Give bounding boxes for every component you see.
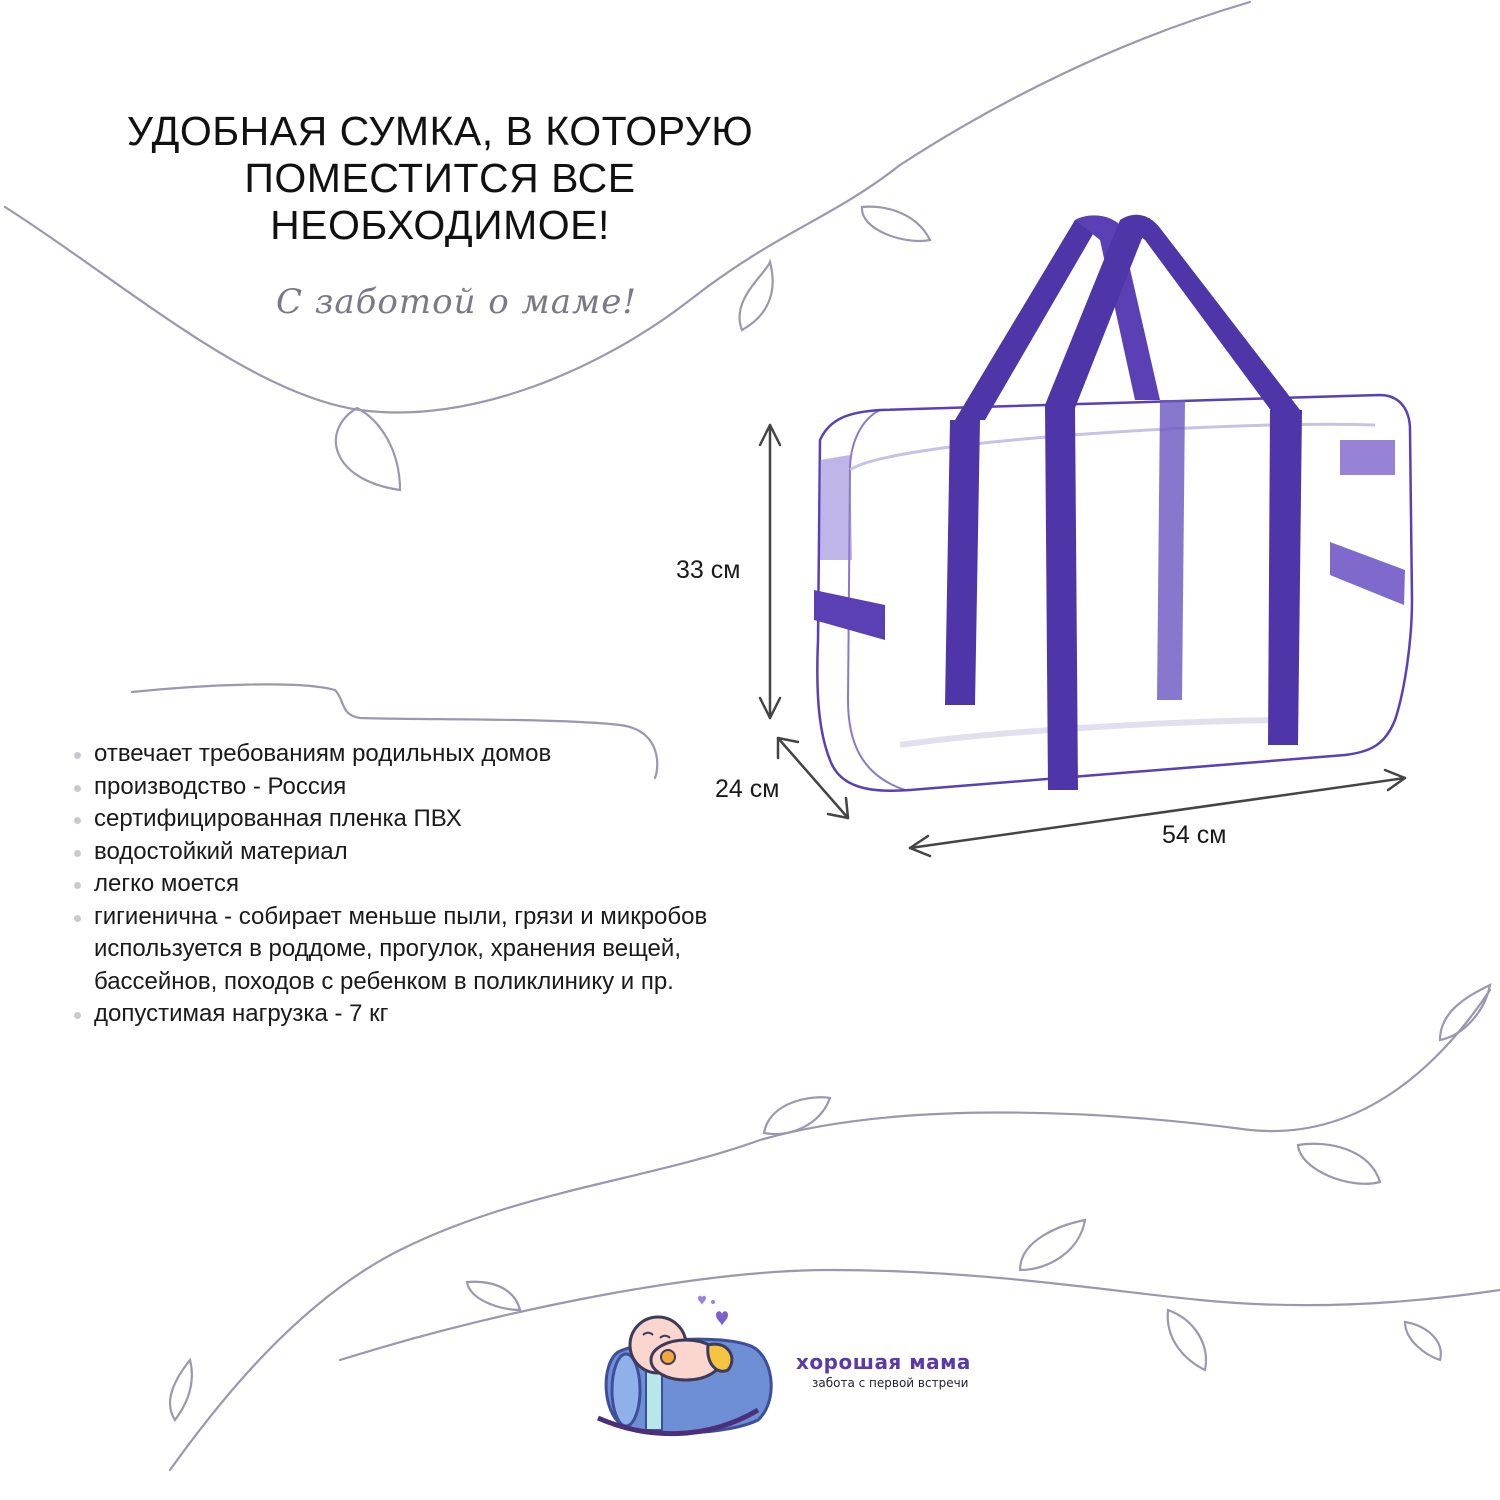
bullet-icon bbox=[74, 850, 81, 857]
bullet-icon bbox=[74, 817, 81, 824]
headline-line-1: УДОБНАЯ СУМКА, В КОТОРУЮ bbox=[126, 108, 754, 154]
bullet-icon bbox=[74, 785, 81, 792]
feature-item: легко моется bbox=[74, 868, 707, 901]
features-list bbox=[74, 738, 707, 1031]
feature-item: водостойкий материал bbox=[74, 836, 707, 869]
headline bbox=[90, 108, 790, 249]
depth-label: 24 см bbox=[715, 775, 780, 803]
width-label: 54 см bbox=[1162, 821, 1227, 849]
brand-tagline: забота с первой встречи bbox=[812, 1376, 969, 1390]
feature-item: допустимая нагрузка - 7 кг bbox=[74, 998, 707, 1031]
feature-item: гигиенична - собирает меньше пыли, грязи и микробов bbox=[74, 901, 707, 934]
bullet-icon bbox=[74, 752, 81, 759]
bullet-icon bbox=[74, 882, 81, 889]
brand-logo-icon bbox=[588, 1290, 788, 1450]
feature-item: бассейнов, походов с ребенком в поликлинику и пр. bbox=[94, 967, 674, 995]
bag-image bbox=[814, 215, 1412, 791]
height-label: 33 см bbox=[676, 556, 741, 584]
feature-item: отвечает требованиям родильных домов bbox=[74, 738, 707, 771]
feature-item: сертифицированная пленка ПВХ bbox=[74, 803, 707, 836]
bullet-icon bbox=[74, 915, 81, 922]
bullet-icon bbox=[74, 1012, 81, 1019]
slogan: С заботой о маме! bbox=[276, 282, 637, 322]
width-arrow bbox=[910, 778, 1405, 848]
headline-line-3: НЕОБХОДИМОЕ! bbox=[270, 202, 610, 248]
headline-line-2: ПОМЕСТИТСЯ ВСЕ bbox=[244, 155, 636, 201]
brand-name: хорошая мама bbox=[796, 1350, 971, 1374]
feature-item: производство - Россия bbox=[74, 771, 707, 804]
feature-item: используется в роддоме, прогулок, хранения вещей, bbox=[94, 935, 681, 962]
